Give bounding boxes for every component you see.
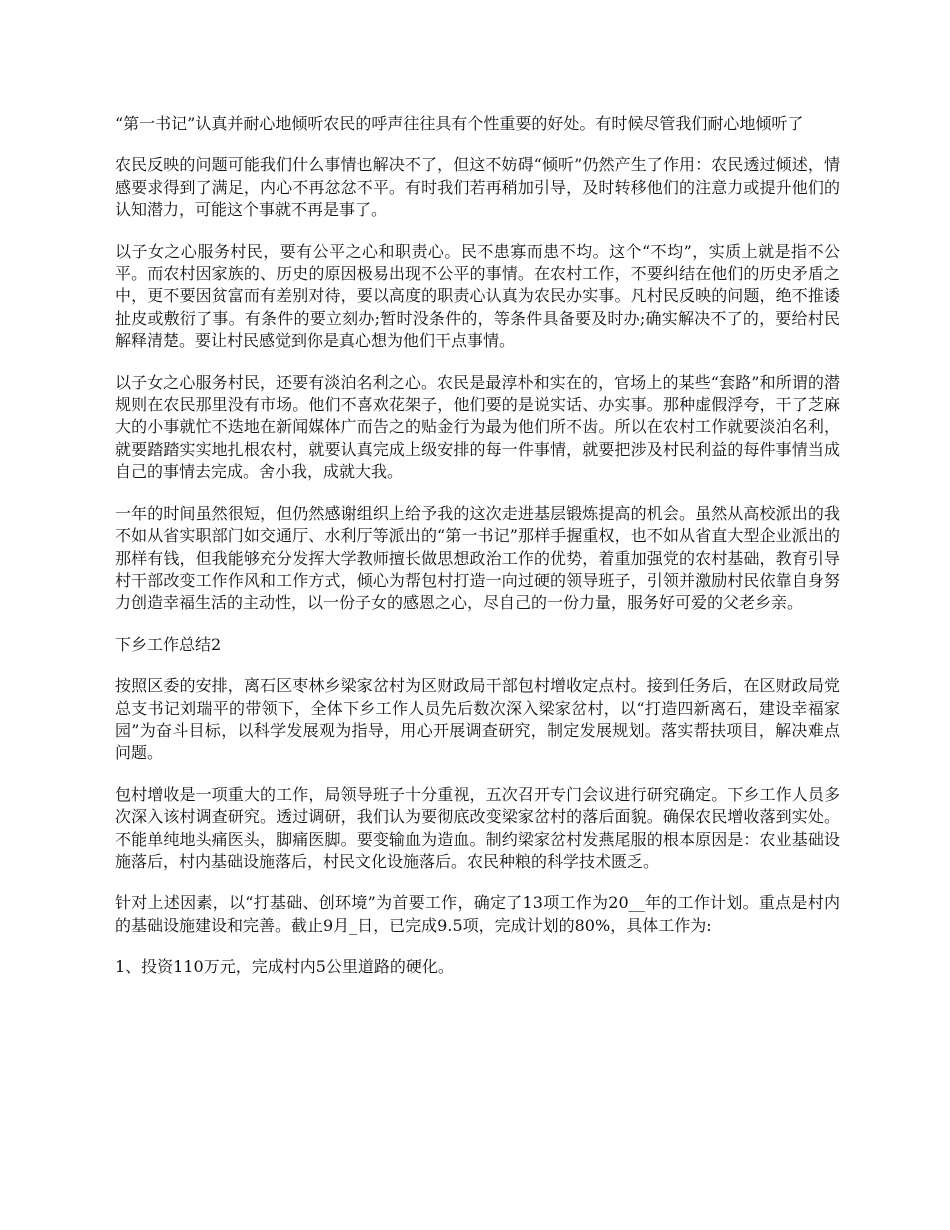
paragraph-listening-effect: 农民反映的问题可能我们什么事情也解决不了，但这不妨碍“倾听”仍然产生了作用：农民透过倾述，情感要求得到了满足，内心不再忿忿不平。有时我们若再稍加引导，及时转移他们的注意力或提升他们的认知潜力，可能这个事就不再是事了。 <box>115 155 840 220</box>
paragraph-poverty-analysis: 包村增收是一项重大的工作，局领导班子十分重视，五次召开专门会议进行研究确定。下乡工作人员多次深入该村调查研究。透过调研，我们认为要彻底改变梁家岔村的落后面貌。确保农民增收落到实处。不能单纯地头痛医头，脚痛医脚。要变输血为造血。制约梁家岔村发燕尾服的根本原因是：农业基础设施落后，村内基础设施落后，村民文化设施落后。农民种粮的科学技术匮乏。 <box>115 784 840 871</box>
paragraph-work-plan: 针对上述因素，以“打基础、创环境”为首要工作，确定了13项工作为20__年的工作计划。重点是村内的基础设施建设和完善。截止9月_日，已完成9.5项，完成计划的80%，具体工作为: <box>115 893 840 935</box>
paragraph-fairness: 以子女之心服务村民，要有公平之心和职责心。民不患寡而患不均。这个“不均”，实质上就是指不公平。而农村因家族的、历史的原因极易出现不公平的事情。在农村工作，不要纠结在他们的历史矛盾之中，更不要因贫富而有差别对待，要以高度的职责心认真为农民办实事。凡村民反映的问题，绝不推诿扯皮或敷衍了事。有条件的要立刻办;暂时没条件的，等条件具备要及时办;确实解决不了的，要给村民解释清楚。要让村民感觉到你是真心想为他们干点事情。 <box>115 241 840 351</box>
paragraph-listening: “第一书记”认真并耐心地倾听农民的呼声往往具有个性重要的好处。有时候尽管我们耐心地倾听了 <box>115 114 804 133</box>
list-item-road-hardening: 1、投资110万元，完成村内5公里道路的硬化。 <box>115 957 454 977</box>
paragraph-gratitude: 一年的时间虽然很短，但仍然感谢组织上给予我的这次走进基层锻炼提高的机会。虽然从高校派出的我不如从省实职部门如交通厅、水利厅等派出的“第一书记”那样手握重权，也不如从省直大型企业派出的那样有钱，但我能够充分发挥大学教师擅长做思想政治工作的优势，着重加强党的农村基础，教育引导村干部改变工作作风和工作方式，倾心为帮包村打造一向过硬的领导班子，引领并激励村民依靠自身努力创造幸福生活的主动性，以一份子女的感恩之心，尽自己的一份力量，服务好可爱的父老乡亲。 <box>115 503 840 613</box>
section-heading: 下乡工作总结2 <box>115 634 222 654</box>
document-page <box>115 113 840 998</box>
paragraph-indifference-to-fame: 以子女之心服务村民，还要有淡泊名利之心。农民是最淳朴和实在的，官场上的某些“套路”和所谓的潜规则在农民那里没有市场。他们不喜欢花架子，他们要的是说实话、办实事。那种虚假浮夸，干了芝麻大的小事就忙不迭地在新闻媒体广而告之的贴金行为最为他们所不齿。所以在农村工作就要淡泊名利，就要踏踏实实地扎根农村，就要认真完成上级安排的每一件事情，就要把涉及村民利益的每件事情当成自己的事情去完成。舍小我，成就大我。 <box>115 372 840 482</box>
paragraph-arrangement: 按照区委的安排，离石区枣林乡梁家岔村为区财政局干部包村增收定点村。接到任务后，在区财政局党总支书记刘瑞平的带领下，全体下乡工作人员先后数次深入梁家岔村，以“打造四新离石，建设幸福家园”为奋斗目标，以科学发展观为指导，用心开展调查研究，制定发展规划。落实帮扶项目，解决难点问题。 <box>115 676 840 763</box>
